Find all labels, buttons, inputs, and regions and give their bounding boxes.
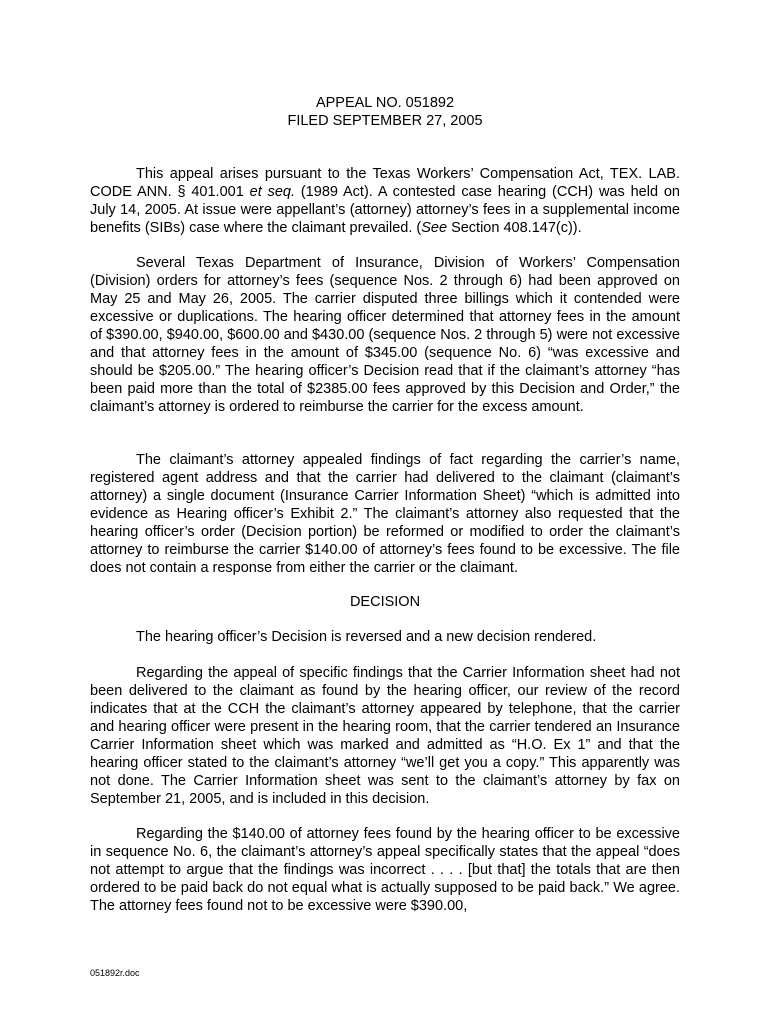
footer-filename: 051892r.doc: [90, 968, 140, 978]
paragraph-background: Several Texas Department of Insurance, Division of Workers’ Compensation (Division) orders for attorney’s fees (sequence Nos. 2 through 6) had been approved on May 25 and May 26, 2005. The carrier disputed three billings which it contended were excessive or duplications. The hearing officer determined that attorney fees in the amount of $390.00, $940.00, $600.00 and $430.00 (sequence Nos. 2 through 5) were not excessive and that attorney fees in the amount of $345.00 (sequence No. 6) “was excessive and should be $205.00.” The hearing officer’s Decision read that if the claimant’s attorney “has been paid more than the total of $2385.00 fees approved by this Decision and Order,” the claimant’s attorney is ordered to reimburse the carrier for the excess amount.: [90, 255, 680, 415]
paragraph-attorney-fees: Regarding the $140.00 of attorney fees found by the hearing officer to be excessive in sequence No. 6, the claimant’s attorney’s appeal specifically states that the appeal “does not attempt to argue that the findings was incorrect . . . . [but that] the totals that are then ordered to be paid back do not equal what is actually supposed to be paid back.” We agree. The attorney fees found not to be excessive were $390.00,: [90, 826, 680, 914]
paragraph-intro-text-a: This appeal arises pursuant to the Texas Workers’ Compensation Act, TEX. LAB. CODE ANN. § 401.001: [90, 166, 680, 200]
filed-date: FILED SEPTEMBER 27, 2005: [287, 113, 483, 129]
paragraph-carrier-info: Regarding the appeal of specific findings that the Carrier Information sheet had not been delivered to the claimant as found by the hearing officer, our review of the record indicates that at the CCH the claimant’s attorney appeared by telephone, that the carrier and hearing officer were present in the hearing room, that the carrier tendered an Insurance Carrier Information sheet which was marked and admitted as “H.O. Ex 1” and that the hearing officer stated to the claimant’s attorney “we’ll get you a copy.” This apparently was not done. The Carrier Information sheet was sent to the claimant’s attorney by fax on September 21, 2005, and is included in this decision.: [90, 665, 680, 807]
paragraph-appeal-summary: The claimant’s attorney appealed findings of fact regarding the carrier’s name, registered agent address and that the carrier had delivered to the claimant (claimant’s attorney) a single document (Insurance Carrier Information Sheet) “which is admitted into evidence as Hearing officer’s Exhibit 2.” The claimant’s attorney also requested that the hearing officer’s order (Decision portion) be reformed or modified to order the claimant’s attorney to reimburse the carrier $140.00 of attorney’s fees found to be excessive. The file does not contain a response from either the carrier or the claimant.: [90, 452, 680, 576]
paragraph-decision: The hearing officer’s Decision is reversed and a new decision rendered.: [136, 629, 597, 645]
paragraph-intro-italic-et-seq: et seq.: [249, 184, 295, 200]
decision-heading: DECISION: [349, 594, 421, 610]
appeal-number: APPEAL NO. 051892: [315, 95, 455, 111]
paragraph-intro-text-e: Section 408.147(c)).: [447, 220, 582, 236]
paragraph-intro: [90, 165, 680, 237]
paragraph-intro-text-c: (1989 Act). A contested case hearing (CCH) was held on July 14, 2005. At issue were appellant’s (attorney) attorney’s fees in a supplemental income benefits (SIBs) case where the claimant prevailed. (: [90, 184, 680, 236]
paragraph-intro-italic-see: See: [421, 220, 448, 236]
